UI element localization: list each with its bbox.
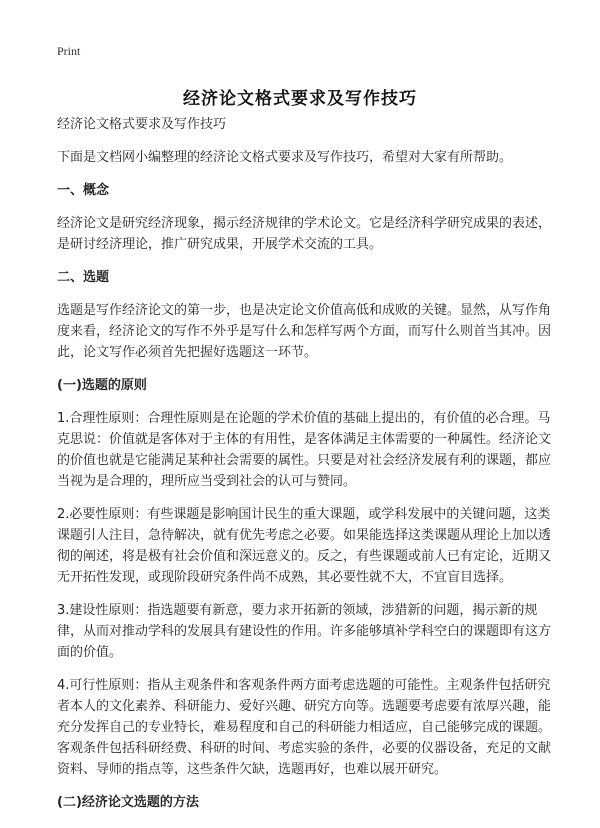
section-heading-principles: (一)选题的原则 bbox=[57, 378, 147, 393]
principle-paragraph-4: 4.可行性原则：指从主观条件和客观条件两方面考虑选题的可能性。主观条件包括研究者本人的文化素养、科研能力、爱好兴趣、研究方向等。选题要考虑要有浓厚兴趣，能充分发挥自己的专业特长，难易程度和自己的科研能力相适应，自己能够完成的课题。客观条件包括科研经费、科研的时间、考虑实验的条件，必要的仪器设备，充足的文献资料、导师的指点等，这些条件欠缺，选题再好，也难以展开研究。 bbox=[57, 678, 552, 777]
intro-paragraph: 下面是文档网小编整理的经济论文格式要求及写作技巧，希望对大家有所帮助。 bbox=[57, 150, 513, 165]
topic-paragraph: 选题是写作经济论文的第一步，也是决定论文价值高低和成败的关键。显然，从写作角度来看，经济论文的写作不外乎是写什么和怎样写两个方面，而写什么则首当其冲。因此，论文写作必须首先把握好选题这一环节。 bbox=[57, 303, 552, 360]
principle-paragraph-1: 1.合理性原则：合理性原则是在论题的学术价值的基础上提出的，有价值的必合理。马克思说：价值就是客体对于主体的有用性，是客体满足主体需要的一种属性。经济论文的价值也就是它能满足某种社会需要的属性。只要是对社会经济发展有利的课题，都应当视为是合理的，理所应当受到社会的认可与赞同。 bbox=[57, 411, 552, 489]
section-heading-methods: (二)经济论文选题的方法 bbox=[57, 795, 199, 810]
document-subtitle: 经济论文格式要求及写作技巧 bbox=[57, 117, 227, 132]
concept-paragraph: 经济论文是研究经济现象，揭示经济规律的学术论文。它是经济科学研究成果的表述，是研讨经济理论，推广研究成果，开展学术交流的工具。 bbox=[57, 216, 552, 252]
principle-paragraph-2: 2.必要性原则：有些课题是影响国计民生的重大课题，或学科发展中的关键问题，这类课题引人注目，急待解决，就有优先考虑之必要。如果能选择这类课题从理论上加以透彻的阐述，将是极有社会价值和深远意义的。反之，有些课题或前人已有定论，近期又无开拓性发现，或现阶段研究条件尚不成熟，其必要性就不大，不宜盲目选择。 bbox=[57, 507, 552, 585]
principle-paragraph-3: 3.建设性原则：指选题要有新意，要力求开拓新的领域，涉猎新的问题，揭示新的规律，从而对推动学科的发展具有建设性的作用。许多能够填补学科空白的课题即有这方面的价值。 bbox=[57, 603, 552, 660]
section-heading-topic: 二、选题 bbox=[57, 270, 110, 285]
document-title: 经济论文格式要求及写作技巧 bbox=[183, 89, 417, 109]
section-heading-concept: 一、概念 bbox=[57, 183, 110, 198]
print-label[interactable]: Print bbox=[57, 44, 81, 58]
document-body bbox=[57, 114, 557, 825]
